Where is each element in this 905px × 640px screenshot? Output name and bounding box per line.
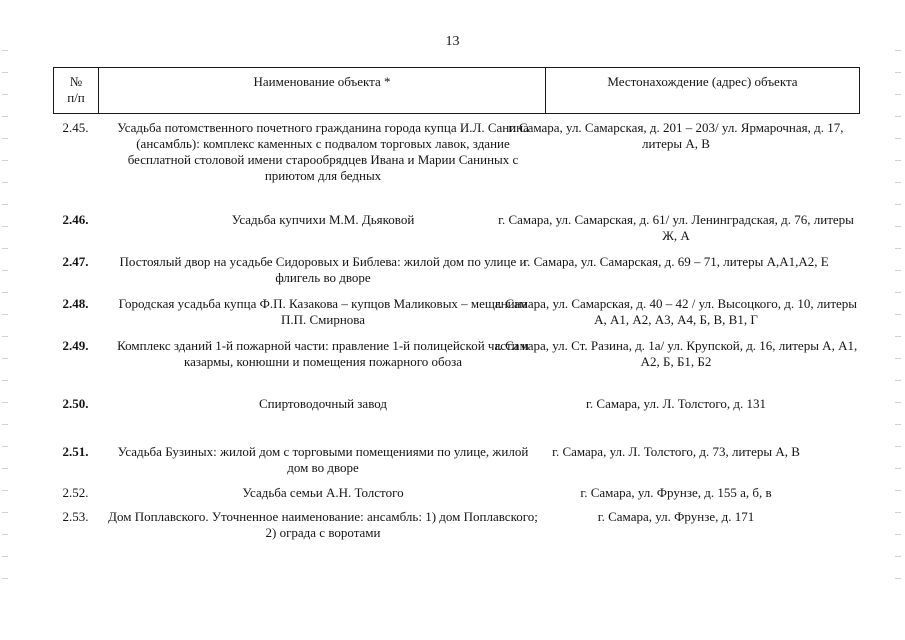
object-address: г. Самара, ул. Фрунзе, д. 155 а, б, в	[580, 485, 772, 500]
object-address: г. Самара, ул. Л. Толстого, д. 73, литеры А, В	[552, 444, 800, 459]
object-address: г. Самара, ул. Самарская, д. 40 – 42 / ул. Высоцкого, д. 10, литеры А, А1, А2, А3, А4, Б, В, В1, Г	[494, 296, 858, 327]
object-address: г. Самара, ул. Л. Толстого, д. 131	[586, 396, 766, 411]
object-name: Усадьба семьи А.Н. Толстого	[242, 485, 404, 500]
right-margin-marks	[895, 40, 901, 600]
row-number: 2.48.	[62, 296, 89, 311]
page-number: 13	[445, 34, 460, 49]
object-address: г. Самара, ул. Самарская, д. 69 – 71, литеры А,А1,А2, Е	[523, 254, 829, 269]
object-name: Дом Поплавского. Уточненное наименование: ансамбль: 1) дом Поплавского; 2) ограда с воротами	[108, 509, 538, 540]
left-margin-marks	[2, 40, 8, 600]
object-name: Усадьба купчихи М.М. Дьяковой	[231, 212, 415, 227]
header-address-cell: Местонахождение (адрес) объекта	[607, 74, 798, 89]
header-number-symbol: №	[69, 74, 83, 89]
header-name-cell: Наименование объекта *	[99, 68, 546, 113]
object-name: Постоялый двор на усадьбе Сидоровых и Библева: жилой дом по улице и флигель во дворе	[119, 254, 527, 285]
row-number: 2.46.	[62, 212, 89, 227]
object-address: г. Самара, ул. Фрунзе, д. 171	[597, 509, 755, 524]
row-number: 2.49.	[62, 338, 89, 353]
header-number-cell	[54, 68, 99, 113]
object-name: Усадьба Бузиных: жилой дом с торговыми помещениями по улице, жилой дом во дворе	[117, 444, 529, 475]
object-address: г. Самара, ул. Самарская, д. 61/ ул. Ленинградская, д. 76, литеры Ж, А	[498, 212, 854, 243]
row-number: 2.51.	[62, 444, 89, 459]
row-number: 2.52.	[62, 485, 89, 500]
object-address: г. Самара, ул. Ст. Разина, д. 1а/ ул. Крупской, д. 16, литеры А, А1, А2, Б, Б1, Б2	[494, 338, 858, 369]
object-address: г. Самара, ул. Самарская, д. 201 – 203/ ул. Ярмарочная, д. 17, литеры А, В	[508, 120, 844, 151]
object-name: Комплекс зданий 1-й пожарной части: правление 1-й полицейской части и казармы, конюшни и помещения пожарного обоза	[117, 338, 529, 369]
object-name: Спиртоводочный завод	[258, 396, 387, 411]
object-name: Городская усадьба купца Ф.П. Казакова – купцов Маликовых – мещанина П.П. Смирнова	[118, 296, 528, 327]
table-header	[53, 67, 860, 114]
object-name: Усадьба потомственного почетного гражданина города купца И.Л. Санина (ансамбль): комплекс каменных с подвалом торговых лавок, здание бесплатной столовой имени старообрядцев Ивана и Марии Саниных с приютом для бедных	[117, 120, 529, 183]
row-number: 2.50.	[62, 396, 89, 411]
row-number: 2.45.	[62, 120, 89, 135]
row-number: 2.53.	[62, 509, 89, 524]
row-number: 2.47.	[62, 254, 89, 269]
header-number-abbr: п/п	[67, 90, 85, 105]
